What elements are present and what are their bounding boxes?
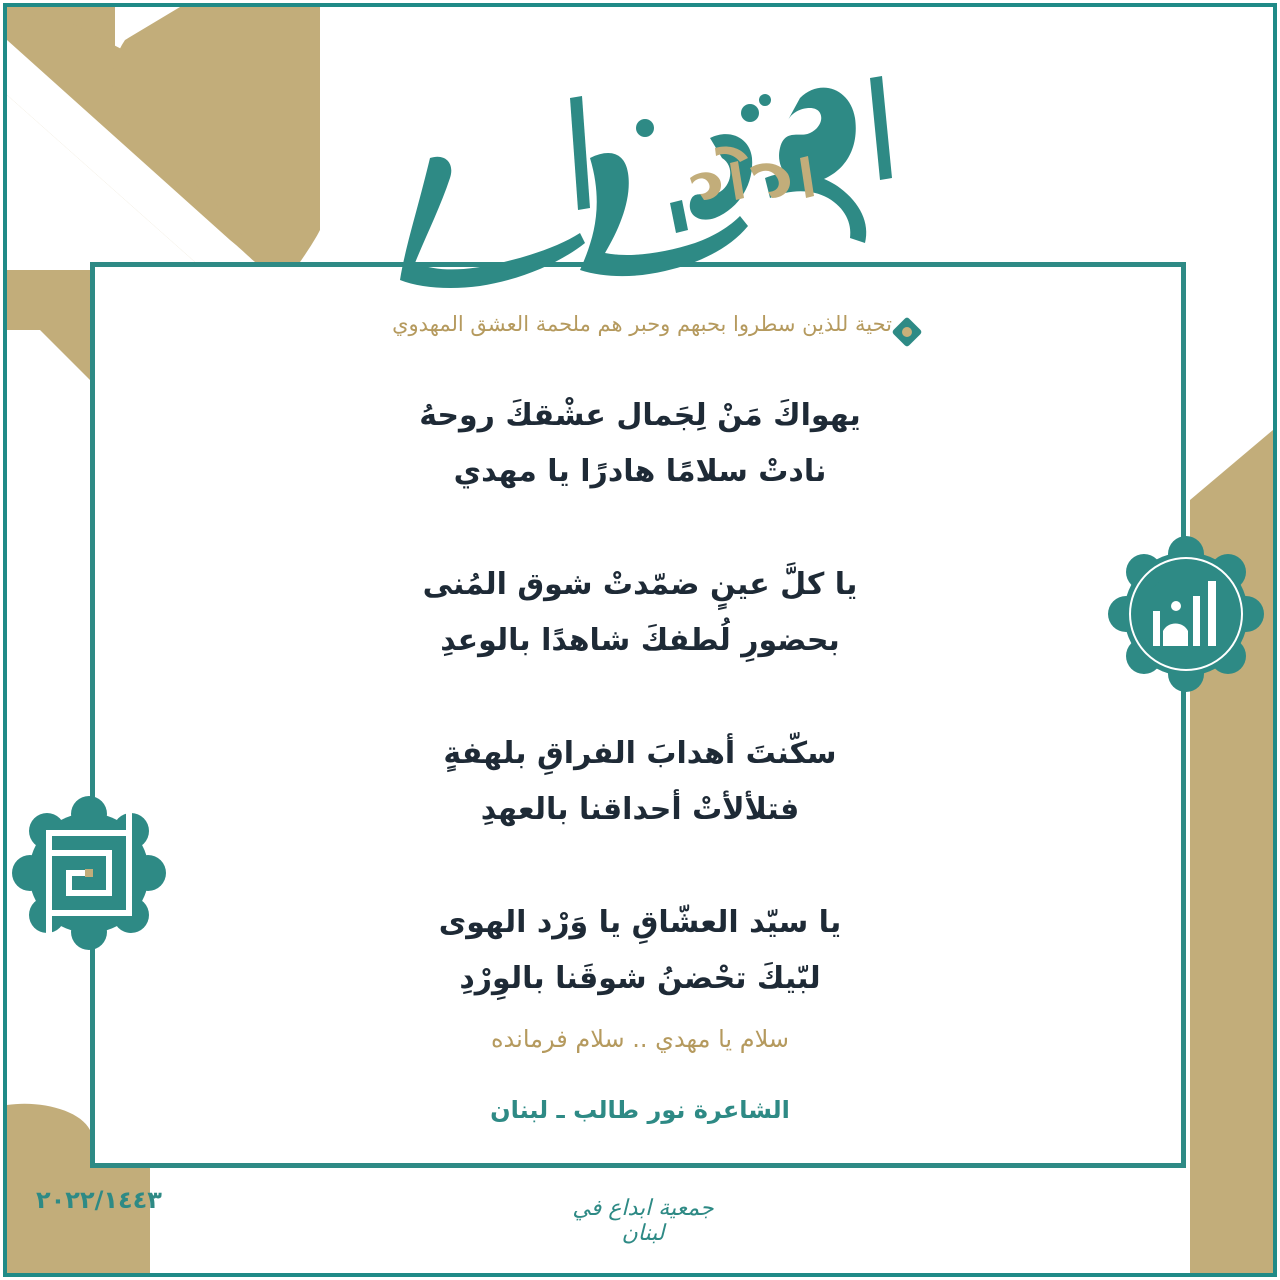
poem-line: لبّيكَ تحْضنُ شوقَنا بالوِرْدِ (459, 961, 821, 996)
salam-farmande-logo (370, 58, 910, 308)
poem-line: بحضورِ لُطفكَ شاهدًا بالوعدِ (440, 623, 840, 658)
stanza (90, 895, 1190, 1007)
organization-logo (548, 1188, 738, 1248)
kufic-square-badge-icon (12, 796, 166, 950)
poem (90, 388, 1190, 1064)
poem-line: يا كلَّ عينٍ ضمّدتْ شوق المُنى (422, 567, 858, 602)
subtitle: تحية للذين سطروا بحبهم وحبر هم ملحمة العشق المهدوي (392, 312, 892, 336)
stanza (90, 726, 1190, 838)
poem-line: يا سيّد العشّاقِ يا وَرْد الهوى (438, 905, 842, 940)
poem-line: نادتْ سلامًا هادرًا يا مهدي (453, 454, 827, 489)
stanza (90, 388, 1190, 500)
poem-line: يهواكَ مَنْ لِجَمال عشْقكَ روحهُ (419, 398, 861, 433)
organization-name: جمعية ابداع في لبنان (572, 1196, 714, 1246)
stanza (90, 557, 1190, 669)
signature-line: سلام يا مهدي .. سلام فرمانده (490, 1025, 789, 1053)
poem-line: سكّنتَ أهدابَ الفراقِ بلهفةٍ (443, 736, 837, 771)
calligraphy-badge-icon (1108, 536, 1264, 692)
poem-line: فتلألأتْ أحداقنا بالعهدِ (480, 792, 800, 827)
poet-credit: الشاعرة نور طالب ـ لبنان (490, 1096, 790, 1124)
year-label: ٢٠٢٢/١٤٤٣ (36, 1186, 162, 1214)
